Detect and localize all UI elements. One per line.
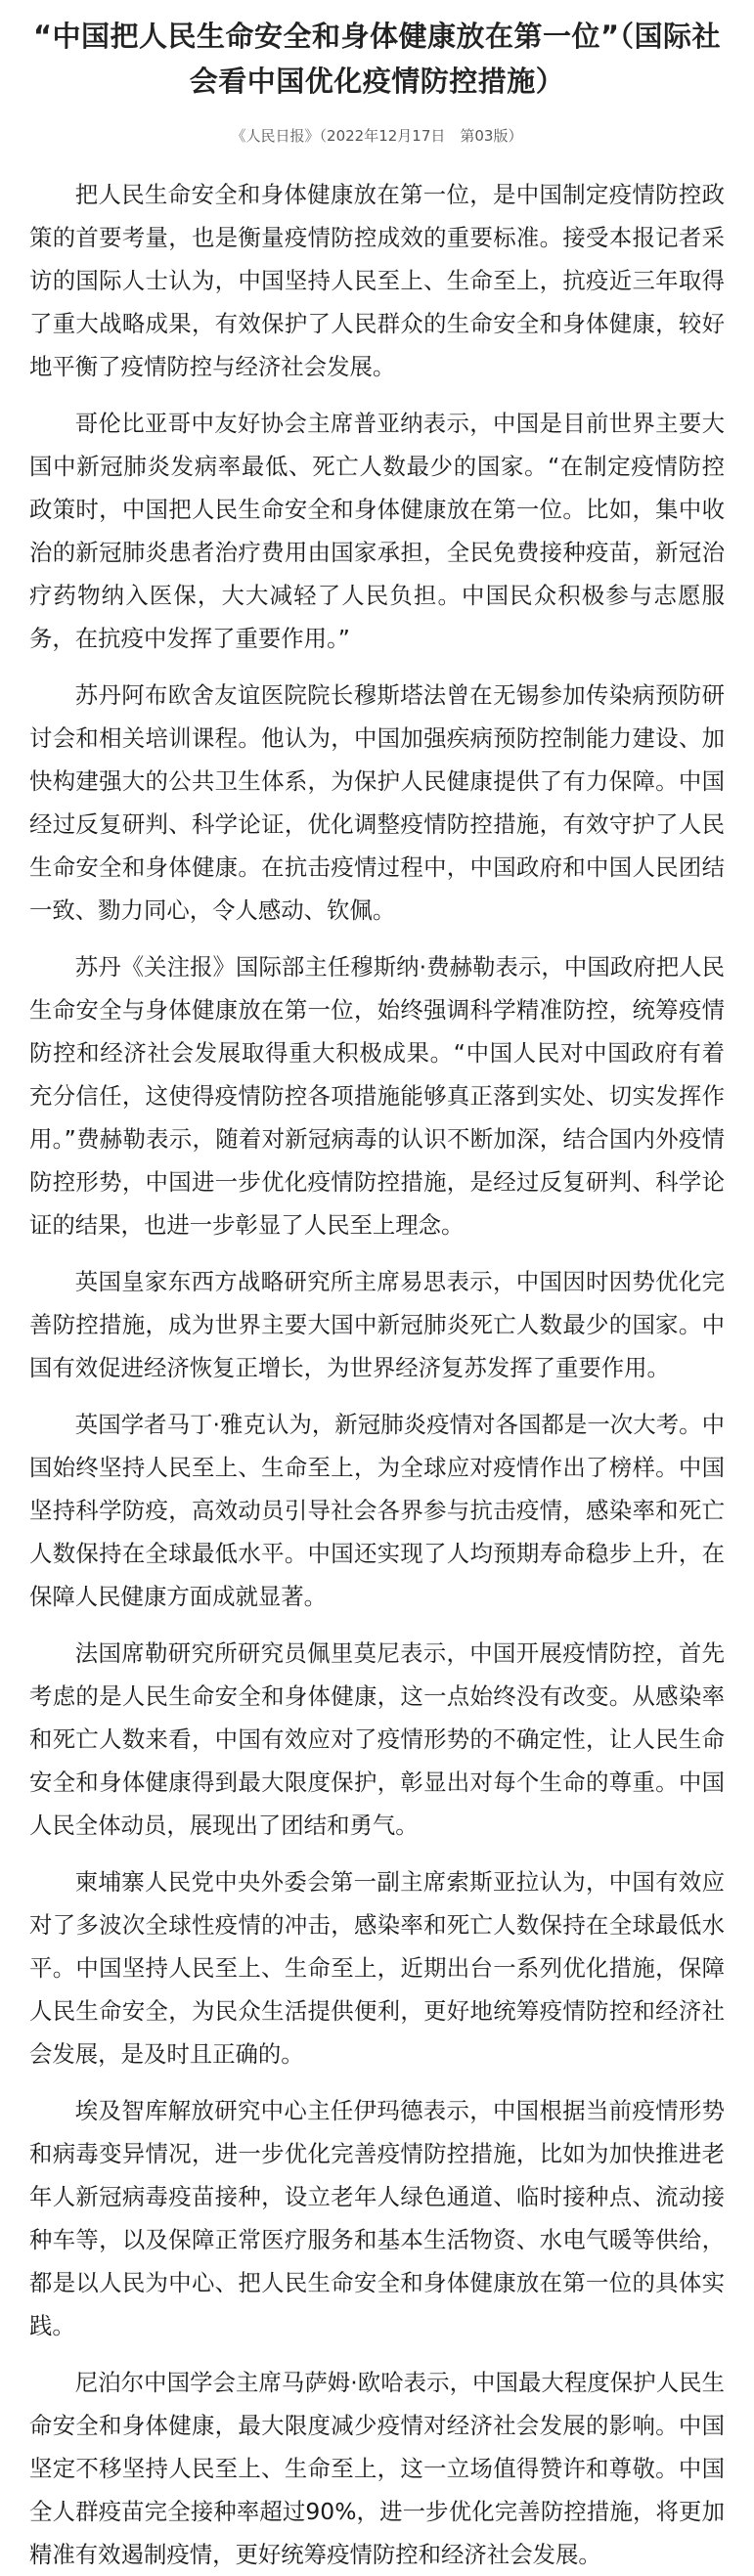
paragraph: 把人民生命安全和身体健康放在第一位，是中国制定疫情防控政策的首要考量，也是衡量疫情防控成效的重要标准。接受本报记者采访的国际人士认为，中国坚持人民至上、生命至上，抗疫近三年取得了重大战略成果，有效保护了人民群众的生命安全和身体健康，较好地平衡了疫情防控与经济社会发展。: [29, 181, 725, 380]
paragraph: 苏丹《关注报》国际部主任穆斯纳·费赫勒表示，中国政府把人民生命安全与身体健康放在第一位，始终强调科学精准防控，统筹疫情防控和经济社会发展取得重大积极成果。“中国人民对中国政府有着充分信任，这使得疫情防控各项措施能够真正落到实处、切实发挥作用。”费赫勒表示，随着对新冠病毒的认识不断加深，结合国内外疫情防控形势，中国进一步优化疫情防控措施，是经过反复研判、科学论证的结果，也进一步彰显了人民至上理念。: [29, 953, 725, 1239]
article-body: [29, 173, 725, 2576]
paragraph: 哥伦比亚哥中友好协会主席普亚纳表示，中国是目前世界主要大国中新冠肺炎发病率最低、死亡人数最少的国家。“在制定疫情防控政策时，中国把人民生命安全和身体健康放在第一位。比如，集中收治的新冠肺炎患者治疗费用由国家承担，全民免费接种疫苗，新冠治疗药物纳入医保，大大减轻了人民负担。中国民众积极参与志愿服务，在抗疫中发挥了重要作用。”: [29, 410, 725, 652]
article-title: “中国把人民生命安全和身体健康放在第一位”（国际社会看中国优化疫情防控措施）: [32, 20, 722, 98]
paragraph: 埃及智库解放研究中心主任伊玛德表示，中国根据当前疫情形势和病毒变异情况，进一步优化完善疫情防控措施，比如为加快推进老年人新冠病毒疫苗接种，设立老年人绿色通道、临时接种点、流动接种车等，以及保障正常医疗服务和基本生活物资、水电气暖等供给，都是以人民为中心、把人民生命安全和身体健康放在第一位的具体实践。: [29, 2097, 725, 2339]
paragraph: 尼泊尔中国学会主席马萨姆·欧哈表示，中国最大程度保护人民生命安全和身体健康，最大限度减少疫情对经济社会发展的影响。中国坚定不移坚持人民至上、生命至上，这一立场值得赞许和尊敬。中国全人群疫苗完全接种率超过90%，进一步优化完善防控措施，将更加精准有效遏制疫情，更好统筹疫情防控和经济社会发展。: [29, 2369, 725, 2568]
paragraph: 苏丹阿布欧舍友谊医院院长穆斯塔法曾在无锡参加传染病预防研讨会和相关培训课程。他认为，中国加强疾病预防控制能力建设、加快构建强大的公共卫生体系，为保护人民健康提供了有力保障。中国经过反复研判、科学论证，优化调整疫情防控措施，有效守护了人民生命安全和身体健康。在抗击疫情过程中，中国政府和中国人民团结一致、勠力同心，令人感动、钦佩。: [29, 681, 725, 924]
paragraph: 英国学者马丁·雅克认为，新冠肺炎疫情对各国都是一次大考。中国始终坚持人民至上、生命至上，为全球应对疫情作出了榜样。中国坚持科学防疫，高效动员引导社会各界参与抗击疫情，感染率和死亡人数保持在全球最低水平。中国还实现了人均预期寿命稳步上升，在保障人民健康方面成就显著。: [29, 1411, 725, 1610]
paragraph: 柬埔寨人民党中央外委会第一副主席索斯亚拉认为，中国有效应对了多波次全球性疫情的冲击，感染率和死亡人数保持在全球最低水平。中国坚持人民至上、生命至上，近期出台一系列优化措施，保障人民生命安全，为民众生活提供便利，更好地统筹疫情防控和经济社会发展，是及时且正确的。: [29, 1868, 725, 2068]
paragraph: 法国席勒研究所研究员佩里莫尼表示，中国开展疫情防控，首先考虑的是人民生命安全和身体健康，这一点始终没有改变。从感染率和死亡人数来看，中国有效应对了疫情形势的不确定性，让人民生命安全和身体健康得到最大限度保护，彰显出对每个生命的尊重。中国人民全体动员，展现出了团结和勇气。: [29, 1639, 725, 1839]
article-source: 《人民日报》（2022年12月17日 第03版）: [231, 127, 523, 145]
paragraph: 英国皇家东西方战略研究所主席易思表示，中国因时因势优化完善防控措施，成为世界主要大国中新冠肺炎死亡人数最少的国家。中国有效促进经济恢复正增长，为世界经济复苏发挥了重要作用。: [29, 1268, 725, 1381]
